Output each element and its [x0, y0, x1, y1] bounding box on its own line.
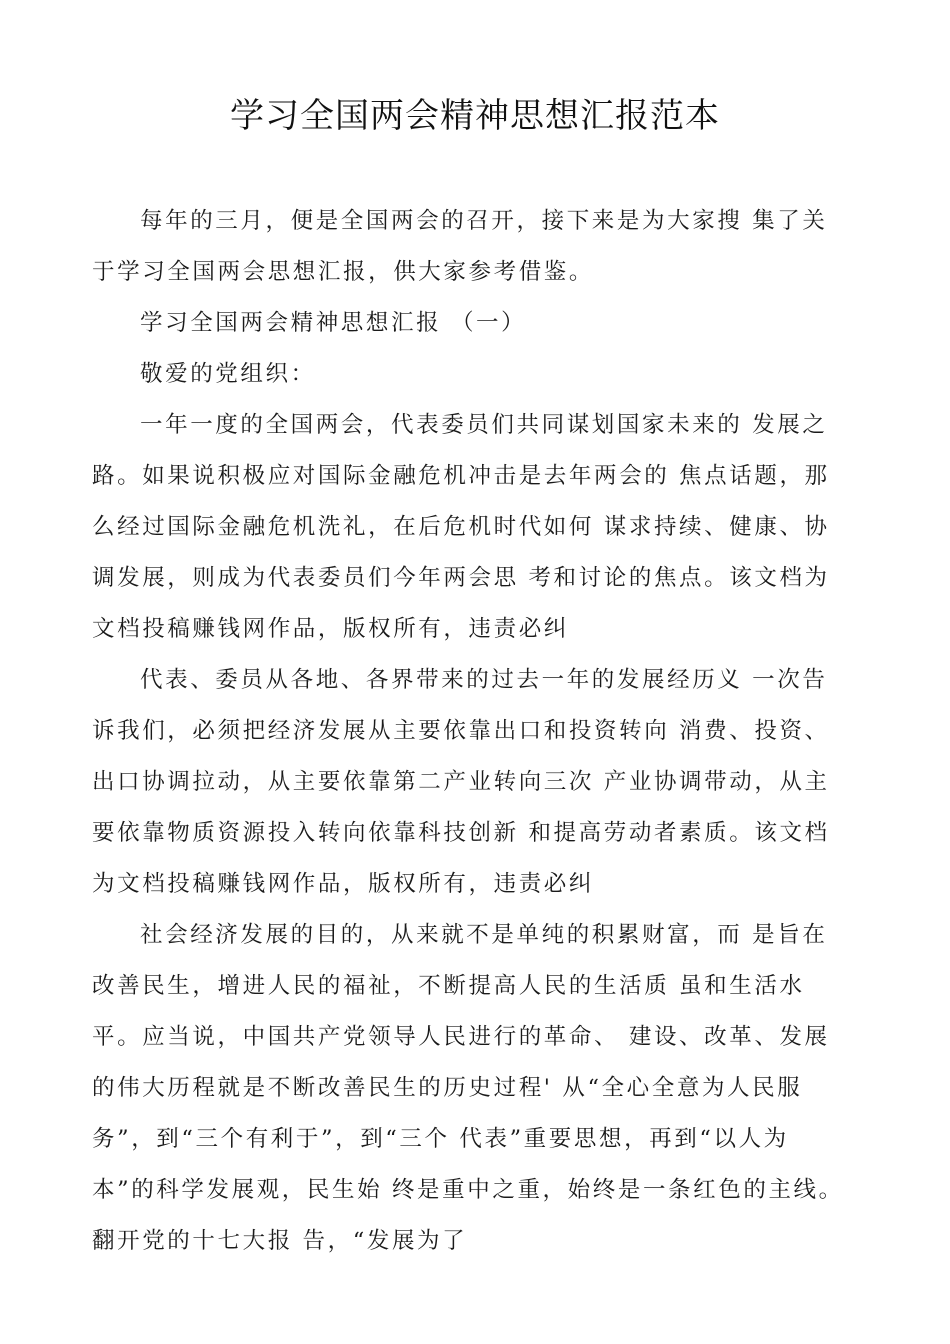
body-paragraph: 代表、委员从各地、各界带来的过去一年的发展经历义 一次告诉我们，必须把经济发展从主要依靠出口和投资转向 消费、投资、出口协调拉动，从主要依靠第二产业转向三次 产业协调带动，从主要依靠物质资源投入转向依靠科技创新 和提高劳动者素质。该文档为文档投稿赚钱网作品，版权所有，违责必纠 — [92, 667, 830, 897]
document-title: 学习全国两会精神思想汇报范本 — [230, 96, 720, 136]
document-body — [92, 196, 852, 1267]
body-paragraph: 一年一度的全国两会，代表委员们共同谋划国家未来的 发展之路。如果说积极应对国际金融危机冲击是去年两会的 焦点话题，那么经过国际金融危机洗礼，在后危机时代如何 谋求持续、健康、协调发展，则成为代表委员们今年两会思 考和讨论的焦点。该文档为文档投稿赚钱网作品，版权所有，违责必纠 — [92, 412, 830, 642]
intro-paragraph: 每年的三月，便是全国两会的召开，接下来是为大家搜 集了关于学习全国两会思想汇报，供大家参考借鉴。 — [92, 208, 828, 285]
salutation: 敬爱的党组织： — [140, 361, 316, 387]
body-paragraph: 社会经济发展的目的，从来就不是单纯的积累财富，而 是旨在改善民生，增进人民的福祉，不断提高人民的生活质 虽和生活水平。应当说，中国共产党领导人民进行的革命、 建设、改革、发展的伟大历程就是不断改善民生的历史过程' 从“全心全意为人民服务”，到“三个有利于”，到“三个 代表”重要思想，再到“以人为本”的科学发展观，民生始 终是重中之重，始终是一条红色的主线。翻开党的十七大报 告，“发展为了 — [92, 922, 844, 1254]
section-heading: 学习全国两会精神思想汇报 （一） — [140, 310, 527, 336]
